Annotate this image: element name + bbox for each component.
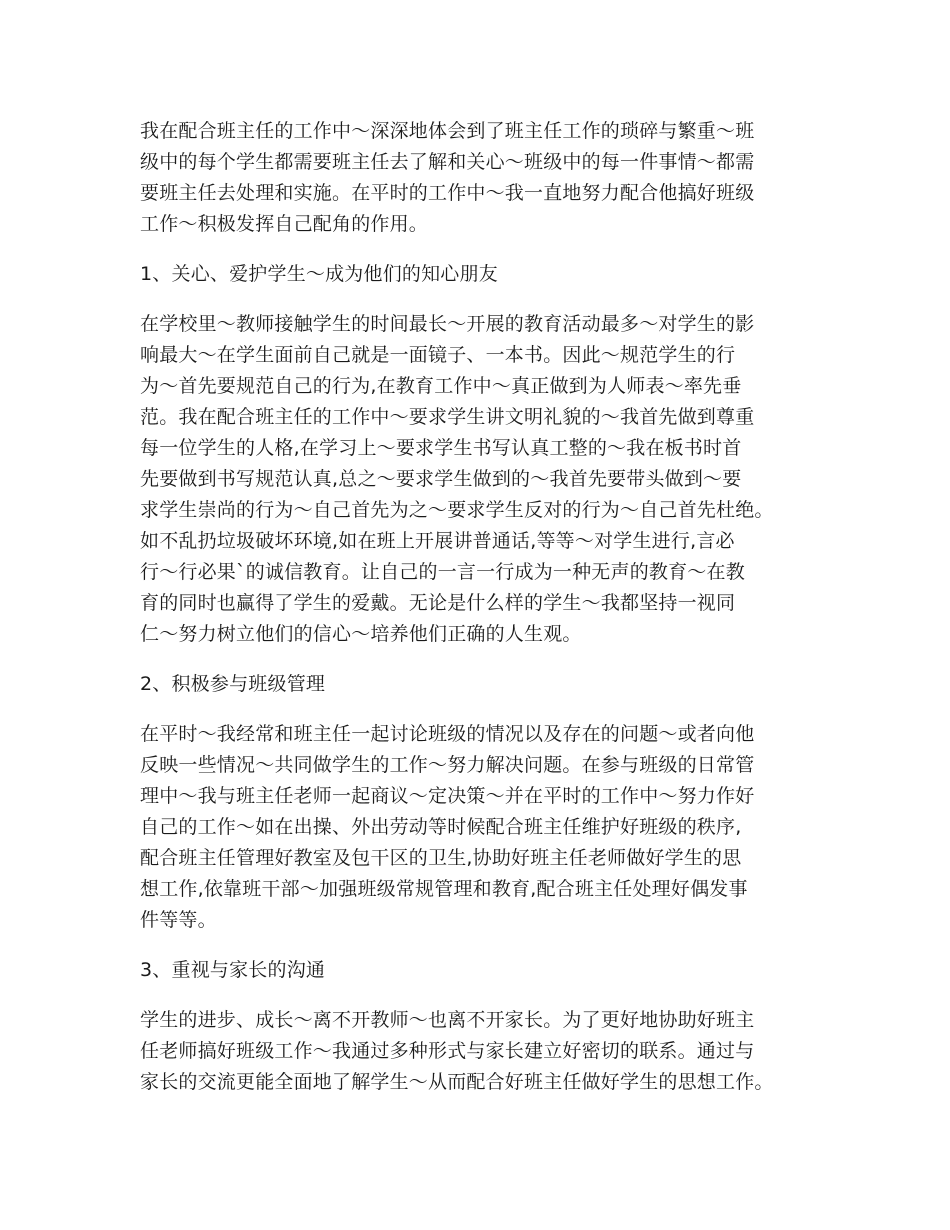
text-line: 工作～积极发挥自己配角的作用。	[140, 213, 429, 235]
text-line: 任老师搞好班级工作～我通过多种形式与家长建立好密切的联系。通过与	[140, 1040, 755, 1062]
text-line: 响最大～在学生面前自己就是一面镜子、一本书。因此～规范学生的行	[140, 344, 736, 366]
text-line: 配合班主任管理好教室及包干区的卫生,协助好班主任老师做好学生的思	[140, 847, 742, 869]
text-line: 育的同时也赢得了学生的爱戴。无论是什么样的学生～我都坚持一视同	[140, 592, 736, 614]
text-line: 我在配合班主任的工作中～深深地体会到了班主任工作的琐碎与繁重～班	[140, 120, 755, 142]
section-heading-2: 2、积极参与班级管理	[140, 673, 326, 695]
text-line: 范。我在配合班主任的工作中～要求学生讲文明礼貌的～我首先做到尊重	[140, 406, 755, 428]
text-line: 理中～我与班主任老师一起商议～定决策～并在平时的工作中～努力作好	[140, 785, 755, 807]
text-line: 件等等。	[140, 909, 217, 931]
text-line: 仁～努力树立他们的信心～培养他们正确的人生观。	[140, 623, 582, 645]
text-line: 要班主任去处理和实施。在平时的工作中～我一直地努力配合他搞好班级	[140, 182, 755, 204]
text-line: 先要做到书写规范认真,总之～要求学生做到的～我首先要带头做到～要	[140, 468, 742, 490]
text-line: 家长的交流更能全面地了解学生～从而配合好班主任做好学生的思想工作。	[140, 1071, 774, 1093]
text-line: 行～行必果`的诚信教育。让自己的一言一行成为一种无声的教育～在教	[140, 561, 745, 583]
text-line: 想工作,依靠班干部～加强班级常规管理和教育,配合班主任处理好偶发事	[140, 878, 748, 900]
text-line: 在平时～我经常和班主任一起讨论班级的情况以及存在的问题～或者向他	[140, 723, 755, 745]
text-line: 级中的每个学生都需要班主任去了解和关心～班级中的每一件事情～都需	[140, 151, 755, 173]
section-heading-1: 1、关心、爱护学生～成为他们的知心朋友	[140, 263, 498, 285]
section-heading-3: 3、重视与家长的沟通	[140, 959, 326, 981]
text-line: 学生的进步、成长～离不开教师～也离不开家长。为了更好地协助好班主	[140, 1009, 755, 1031]
text-line: 在学校里～教师接触学生的时间最长～开展的教育活动最多～对学生的影	[140, 313, 755, 335]
text-line: 求学生崇尚的行为～自己首先为之～要求学生反对的行为～自己首先杜绝。	[140, 499, 774, 521]
text-line: 为～首先要规范自己的行为,在教育工作中～真正做到为人师表～率先垂	[140, 375, 742, 397]
text-line: 每一位学生的人格,在学习上～要求学生书写认真工整的～我在板书时首	[140, 437, 742, 459]
text-line: 如不乱扔垃圾破坏环境,如在班上开展讲普通话,等等～对学生进行,言必	[140, 530, 735, 552]
text-line: 反映一些情况～共同做学生的工作～努力解决问题。在参与班级的日常管	[140, 754, 755, 776]
text-line: 自己的工作～如在出操、外出劳动等时候配合班主任维护好班级的秩序,	[140, 816, 742, 838]
